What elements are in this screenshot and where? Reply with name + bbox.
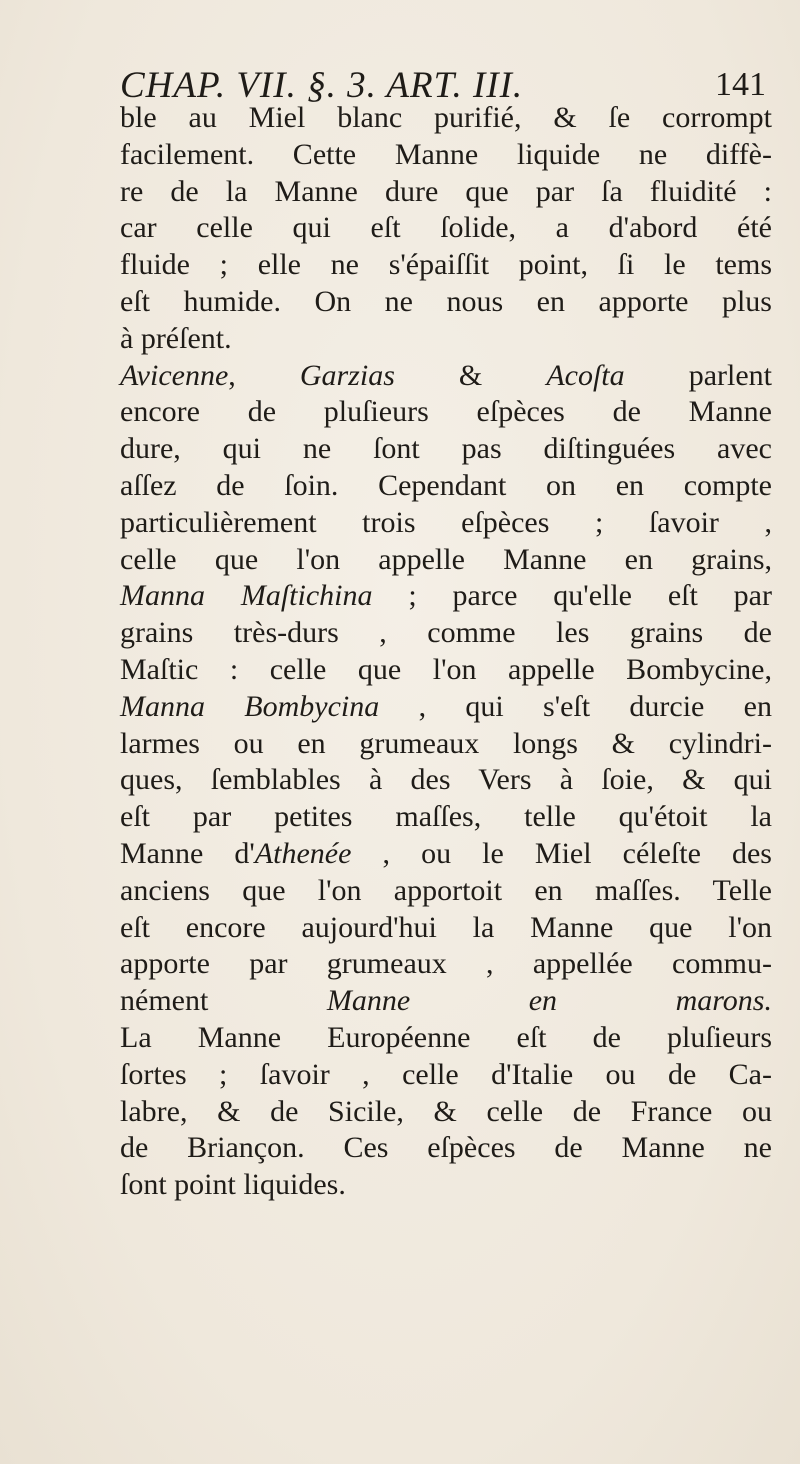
text-line (120, 1167, 772, 1204)
italic-text: Acoſta (546, 358, 625, 392)
text-line (120, 100, 772, 137)
text-line (120, 137, 772, 174)
text-segment: nément (120, 984, 327, 1018)
text-line (120, 358, 772, 395)
text-segment: ſortes ; ſavoir , celle d'Italie ou de Ca- (120, 1057, 772, 1091)
text-segment: ſont point liquides. (120, 1168, 346, 1202)
text-line (120, 431, 772, 468)
text-line (120, 1057, 772, 1094)
text-segment: aſſez de ſoin. Cependant on en compte (120, 468, 772, 502)
text-line (120, 174, 772, 211)
text-segment: ques, ſemblables à des Vers à ſoie, & qui (120, 763, 772, 797)
text-line (120, 578, 772, 615)
text-segment: , (228, 358, 300, 392)
italic-text: Avicenne (120, 358, 229, 392)
text-segment: ; parce qu'elle eſt par (372, 579, 772, 613)
text-segment: & (394, 358, 547, 392)
text-line (120, 615, 772, 652)
text-line (120, 836, 772, 873)
text-line (120, 394, 772, 431)
text-segment: dure, qui ne ſont pas diſtinguées avec (120, 432, 772, 466)
text-line (120, 910, 772, 947)
text-segment: celle que l'on appelle Manne en grains, (120, 542, 772, 576)
text-segment: à préſent. (120, 321, 232, 355)
text-line (120, 946, 772, 983)
text-line (120, 321, 772, 358)
text-line (120, 542, 772, 579)
text-line (120, 505, 772, 542)
text-segment: particulièrement trois eſpèces ; ſavoir , (120, 505, 772, 539)
text-line (120, 873, 772, 910)
italic-text: Manne en marons. (326, 984, 772, 1018)
text-segment: eſt humide. On ne nous en apporte plus (120, 284, 772, 318)
text-segment: car celle qui eſt ſolide, a d'abord été (120, 211, 772, 245)
text-segment: , ou le Miel céleſte des (351, 836, 772, 870)
body-text (120, 100, 772, 1204)
text-line (120, 652, 772, 689)
text-segment: encore de pluſieurs eſpèces de Manne (120, 395, 772, 429)
italic-text: Manna Maſtichina (120, 579, 373, 613)
text-line (120, 247, 772, 284)
text-segment: larmes ou en grumeaux longs & cylindri- (120, 726, 772, 760)
text-line (120, 983, 772, 1020)
text-line (120, 284, 772, 321)
text-segment: apporte par grumeaux , appellée commu- (120, 947, 772, 981)
text-segment: fluide ; elle ne s'épaiſſit point, ſi le tems (120, 248, 772, 282)
text-segment: parlent (624, 358, 772, 392)
page-number: 141 (715, 66, 766, 103)
text-line (120, 799, 772, 836)
text-segment: re de la Manne dure que par ſa fluidité : (120, 174, 772, 208)
text-line (120, 1094, 772, 1131)
text-line (120, 689, 772, 726)
italic-text: Athenée (254, 836, 352, 870)
running-head: CHAP. VII. §. 3. ART. III. (120, 65, 524, 106)
text-line (120, 468, 772, 505)
text-segment: eſt encore aujourd'hui la Manne que l'on (120, 910, 772, 944)
text-segment: Maſtic : celle que l'on appelle Bombycine, (120, 652, 772, 686)
text-segment: de Briançon. Ces eſpèces de Manne ne (120, 1131, 772, 1165)
text-segment: grains très-durs , comme les grains de (120, 616, 772, 650)
italic-text: Manna Bombycina (120, 689, 380, 723)
text-segment: Manne d' (120, 836, 255, 870)
text-segment: ble au Miel blanc purifié, & ſe corrompt (120, 101, 772, 134)
text-segment: labre, & de Sicile, & celle de France ou (120, 1094, 772, 1128)
text-segment: facilement. Cette Manne liquide ne diffè- (120, 137, 772, 171)
text-segment: eſt par petites maſſes, telle qu'étoit la (120, 800, 772, 834)
text-segment: , qui s'eſt durcie en (379, 689, 772, 723)
text-segment: La Manne Européenne eſt de pluſieurs (120, 1020, 772, 1054)
italic-text: Garzias (299, 358, 395, 392)
text-line (120, 726, 772, 763)
text-line (120, 1130, 772, 1167)
text-segment: anciens que l'on apportoit en maſſes. Telle (120, 873, 772, 907)
text-line (120, 210, 772, 247)
text-line (120, 1020, 772, 1057)
text-line (120, 762, 772, 799)
